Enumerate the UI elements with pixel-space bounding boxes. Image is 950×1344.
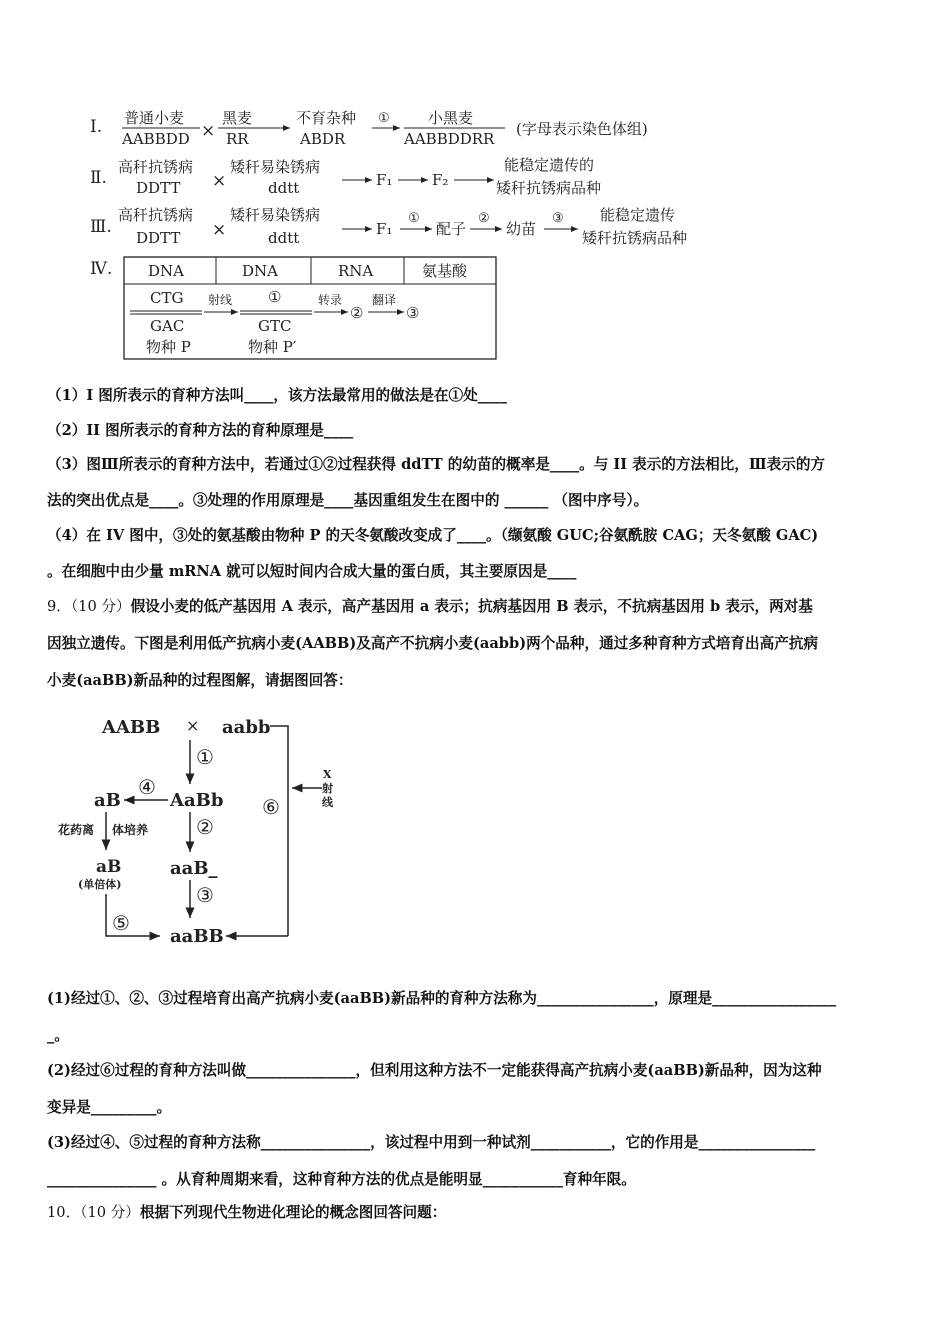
diag-p1: AABB	[102, 717, 161, 738]
diag-haploid: aB	[96, 857, 122, 877]
row2-goal1: 能稳定遗传的	[504, 156, 595, 174]
row1-p2-geno: RR	[226, 130, 249, 148]
q8-line-1: （1）I 图所表示的育种方法叫____，该方法最常用的做法是在①处____	[47, 387, 507, 404]
row1-hybrid-geno: ABDR	[300, 130, 346, 148]
row4-step1: ①	[268, 288, 282, 306]
diag-she: 射	[322, 782, 333, 795]
diag-x: X	[323, 768, 332, 781]
row3-goal1: 能稳定遗传	[600, 206, 676, 224]
row4-translation: 翻译	[372, 293, 397, 307]
row1-p2-name: 黑麦	[222, 109, 253, 127]
q9-q1-a: (1)经过①、②、③过程培育出高产抗病小麦(aaBB)新品种的育种方法称为________________，原理是_________________	[47, 990, 837, 1007]
q9-q3-b: _______________ 。从育种周期来看，这种育种方法的优点是能明显___________育种年限。	[47, 1171, 636, 1188]
diag-anther: 花药离	[58, 823, 95, 837]
q9-stem-1: 假设小麦的低产基因用 A 表示，高产基因用 a 表示；抗病基因用 B 表示，不抗病基因用 b 表示，两对基	[130, 598, 813, 615]
q10-stem: 根据下列现代生物进化理论的概念图回答问题：	[139, 1204, 447, 1221]
row4-step2: ②	[350, 304, 364, 322]
row4-header-2: DNA	[242, 262, 278, 280]
q8-line-3: （3）图Ⅲ所表示的育种方法中，若通过①②过程获得 ddTT 的幼苗的概率是____。与 II 表示的方法相比，Ⅲ表示的方	[47, 456, 826, 473]
diag-culture: 体培养	[112, 823, 149, 837]
row1-roman: Ⅰ.	[90, 117, 103, 137]
diag-left: aB	[94, 790, 121, 811]
diag-xian: 线	[322, 796, 333, 809]
row3-roman: Ⅲ.	[90, 217, 112, 237]
row2-goal2: 矮秆抗锈病品种	[496, 179, 602, 197]
diag-s1: ①	[196, 745, 214, 769]
row4-transcription: 转录	[318, 293, 343, 307]
diag-mid2: aaB_	[170, 858, 218, 879]
q9-stem-3: 小麦(aaBB)新品种的过程图解，请据图回答：	[47, 672, 353, 689]
row2-cross: ×	[212, 171, 227, 191]
row1-result-name: 小黑麦	[428, 109, 474, 127]
q8-line-5: （4）在 IV 图中，③处的氨基酸由物种 P 的天冬氨酸改变成了____。（缬氨酸 GUC;谷氨酰胺 CAG；天冬氨酸 GAC)	[47, 527, 819, 544]
row4-gac: GAC	[150, 317, 185, 335]
row3-s2: ②	[478, 211, 490, 226]
q9-q2-a: (2)经过⑥过程的育种方法叫做_______________，但利用这种方法不一定能获得高产抗病小麦(aaBB)新品种，因为这种	[47, 1062, 822, 1079]
q9-breeding-diagram	[0, 700, 400, 950]
q9-line-1	[47, 597, 917, 617]
diag-s6: ⑥	[262, 795, 280, 819]
breeding-methods-figure	[0, 0, 950, 370]
diag-s4: ④	[138, 775, 156, 799]
row1-step: ①	[378, 111, 390, 126]
row2-p1-geno: DDTT	[136, 179, 181, 197]
row4-ctg: CTG	[150, 289, 184, 307]
q9-number: 9．（10 分）	[47, 598, 131, 615]
row3-s3: ③	[552, 211, 564, 226]
q8-line-2: （2）II 图所表示的育种方法的育种原理是____	[47, 422, 354, 439]
row4-species-p: 物种 P	[146, 338, 191, 356]
diag-haploid-note: (单倍体)	[78, 878, 122, 891]
row3-f1: F₁	[376, 220, 393, 238]
diag-s2: ②	[196, 815, 214, 839]
q9-stem-2: 因独立遗传。下图是利用低产抗病小麦(AABB)及高产不抗病小麦(aabb)两个品种，通过多种育种方式培育出高产抗病	[47, 635, 818, 652]
row4-gtc: GTC	[258, 317, 292, 335]
row2-roman: Ⅱ.	[90, 168, 107, 188]
row2-p1-name: 高秆抗锈病	[118, 158, 194, 176]
row2-p2-geno: ddtt	[268, 179, 300, 197]
q8-line-6: 。在细胞中由少量 mRNA 就可以短时间内合成大量的蛋白质，其主要原因是____	[47, 563, 577, 580]
row2-f1: F₁	[376, 171, 393, 189]
diag-result: aaBB	[170, 926, 224, 947]
diag-s3: ③	[196, 883, 214, 907]
row3-p2-geno: ddtt	[268, 229, 300, 247]
row4-header-4: 氨基酸	[422, 262, 468, 280]
row1-note: (字母表示染色体组)	[516, 120, 648, 138]
row1-p1-name: 普通小麦	[124, 109, 185, 127]
row4-species-p2: 物种 P′	[248, 338, 297, 356]
row1-p1-geno: AABBDD	[122, 130, 190, 148]
row3-cross: ×	[212, 220, 227, 240]
row4-header-3: RNA	[338, 262, 374, 280]
row2-p2-name: 矮秆易染锈病	[230, 158, 321, 176]
q9-q3-a: (3)经过④、⑤过程的育种方法称_______________，该过程中用到一种试剂___________，它的作用是________________	[47, 1134, 816, 1151]
row4-step3: ③	[406, 304, 420, 322]
diag-cross: ×	[186, 716, 200, 735]
row4-header-1: DNA	[148, 262, 184, 280]
q10-line	[47, 1203, 917, 1223]
row3-goal2: 矮秆抗锈病品种	[582, 229, 688, 247]
row3-s1: ①	[408, 211, 420, 226]
row3-p2-name: 矮秆易染锈病	[230, 206, 321, 224]
row3-gamete: 配子	[436, 220, 467, 238]
row3-p1-geno: DDTT	[136, 229, 181, 247]
diag-s5: ⑤	[112, 911, 130, 935]
row3-p1-name: 高秆抗锈病	[118, 206, 194, 224]
q9-q2-b: 变异是_________。	[47, 1099, 172, 1116]
row4-radiation: 射线	[208, 293, 233, 307]
row1-cross: ×	[201, 121, 216, 141]
row1-result-geno: AABBDDRR	[404, 130, 495, 148]
q10-number: 10．（10 分）	[47, 1204, 140, 1221]
q8-line-4: 法的突出优点是____。③处理的作用原理是____基因重组发生在图中的 ______ （图中序号）。	[47, 492, 649, 509]
row3-seedling: 幼苗	[506, 220, 537, 238]
diag-p2: aabb	[222, 717, 271, 738]
row2-f2: F₂	[432, 171, 449, 189]
row4-roman: Ⅳ.	[90, 259, 113, 279]
row1-hybrid-name: 不育杂种	[296, 109, 357, 127]
q9-q1-b: _。	[47, 1027, 69, 1044]
diag-mid: AaBb	[170, 790, 224, 811]
